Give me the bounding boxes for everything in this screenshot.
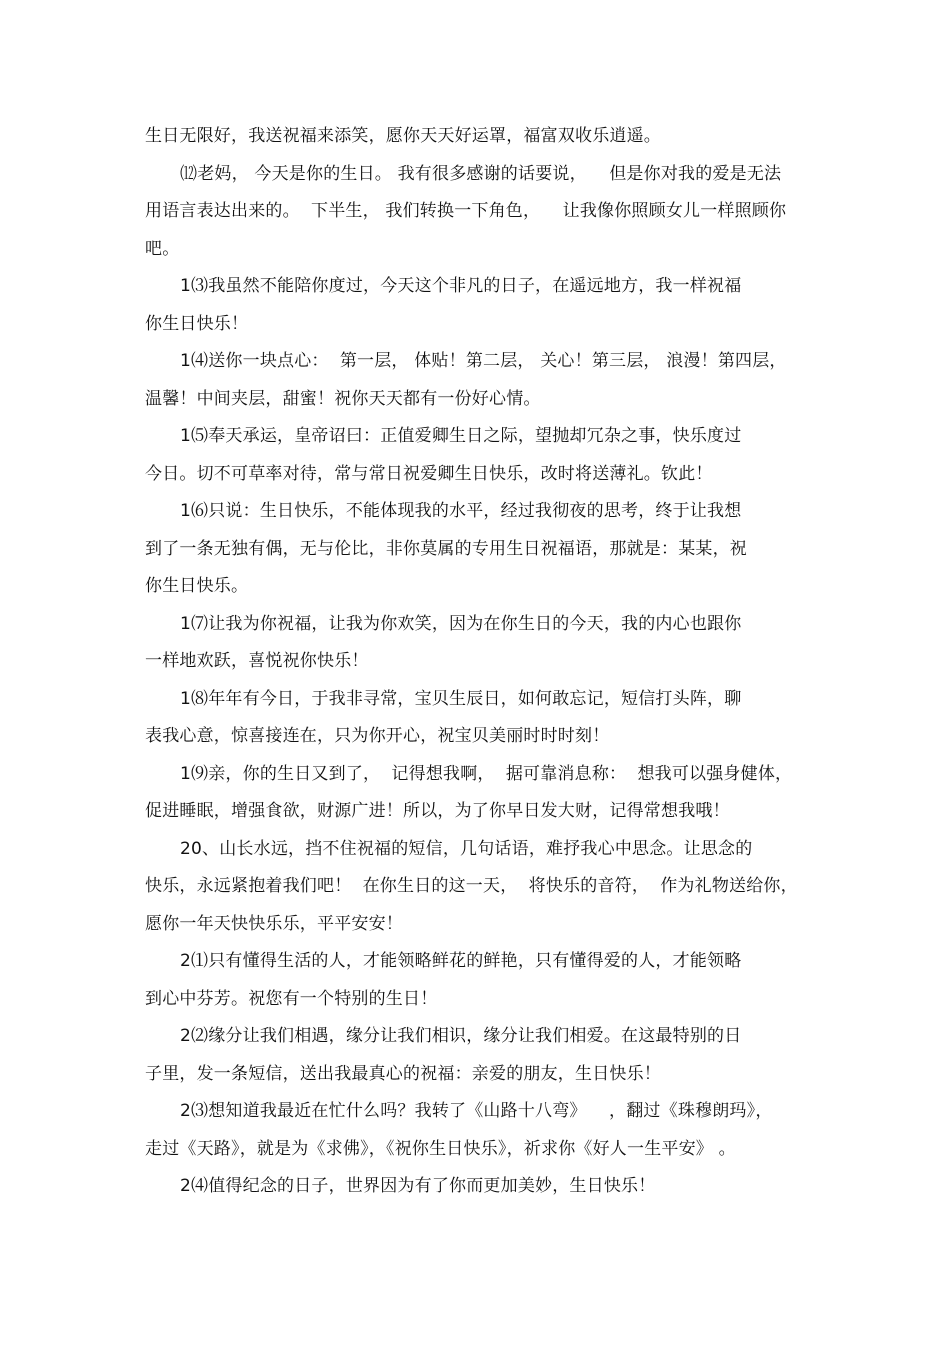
text-line: 到心中芬芳。祝您有一个特别的生日！ bbox=[145, 989, 438, 1009]
text-line: 2⑴只有懂得生活的人，才能领略鲜花的鲜艳，只有懂得爱的人，才能领略 bbox=[180, 951, 742, 971]
text-line: ⑿老妈， 今天是你的生日。 我有很多感谢的话要说， 但是你对我的爱是无法 bbox=[180, 164, 782, 184]
text-line: 用语言表达出来的。 下半生， 我们转换一下角色， 让我像你照顾女儿一样照顾你 bbox=[145, 201, 787, 221]
text-line: 今日。切不可草率对待，常与常日祝爱卿生日快乐，改时将送薄礼。钦此！ bbox=[145, 464, 713, 484]
text-line: 2⑵缘分让我们相遇，缘分让我们相识，缘分让我们相爱。在这最特别的日 bbox=[180, 1026, 742, 1046]
text-line: 1⑼亲，你的生日又到了， 记得想我啊， 据可靠消息称： 想我可以强身健体， bbox=[180, 764, 793, 784]
text-line: 1⑹只说：生日快乐，不能体现我的水平，经过我彻夜的思考，终于让我想 bbox=[180, 501, 742, 521]
text-line: 20、山长水远，挡不住祝福的短信，几句话语，难抒我心中思念。让思念的 bbox=[180, 839, 753, 859]
text-line: 1⑷送你一块点心： 第一层， 体贴！第二层， 关心！第三层， 浪漫！第四层， bbox=[180, 351, 787, 371]
text-line: 1⑶我虽然不能陪你度过，今天这个非凡的日子，在遥远地方，我一样祝福 bbox=[180, 276, 742, 296]
text-line: 生日无限好，我送祝福来添笑，愿你天天好运罩，福富双收乐逍遥。 bbox=[145, 126, 661, 146]
text-line: 1⑺让我为你祝福，让我为你欢笑，因为在你生日的今天，我的内心也跟你 bbox=[180, 614, 742, 634]
text-line: 2⑷值得纪念的日子，世界因为有了你而更加美妙，生日快乐！ bbox=[180, 1176, 656, 1196]
text-line: 快乐，永远紧抱着我们吧！ 在你生日的这一天， 将快乐的音符， 作为礼物送给你， bbox=[145, 876, 798, 896]
text-line: 子里，发一条短信，送出我最真心的祝福：亲爱的朋友，生日快乐！ bbox=[145, 1064, 661, 1084]
text-line: 到了一条无独有偶，无与伦比，非你莫属的专用生日祝福语，那就是：某某，祝 bbox=[145, 539, 747, 559]
text-line: 你生日快乐！ bbox=[145, 314, 249, 334]
text-line: 你生日快乐。 bbox=[145, 576, 249, 596]
text-line: 表我心意，惊喜接连在，只为你开心，祝宝贝美丽时时时刻！ bbox=[145, 726, 610, 746]
text-line: 促进睡眠，增强食欲，财源广进！所以，为了你早日发大财，记得常想我哦！ bbox=[145, 801, 730, 821]
text-line: 一样地欢跃，喜悦祝你快乐！ bbox=[145, 651, 369, 671]
text-line: 1⑻年年有今日，于我非寻常，宝贝生辰日，如何敢忘记，短信打头阵，聊 bbox=[180, 689, 742, 709]
text-line: 吧。 bbox=[145, 239, 180, 259]
text-line: 走过《天路》，就是为《求佛》，《祝你生日快乐》，祈求你《好人一生平安》 。 bbox=[145, 1139, 736, 1159]
text-line: 温馨！中间夹层，甜蜜！祝你天天都有一份好心情。 bbox=[145, 389, 541, 409]
text-line: 愿你一年天快快乐乐，平平安安！ bbox=[145, 914, 403, 934]
text-line: 1⑸奉天承运，皇帝诏曰：正值爱卿生日之际，望抛却冗杂之事，快乐度过 bbox=[180, 426, 742, 446]
text-line: 2⑶想知道我最近在忙什么吗？我转了《山路十八弯》 ，翻过《珠穆朗玛》， bbox=[180, 1101, 773, 1121]
